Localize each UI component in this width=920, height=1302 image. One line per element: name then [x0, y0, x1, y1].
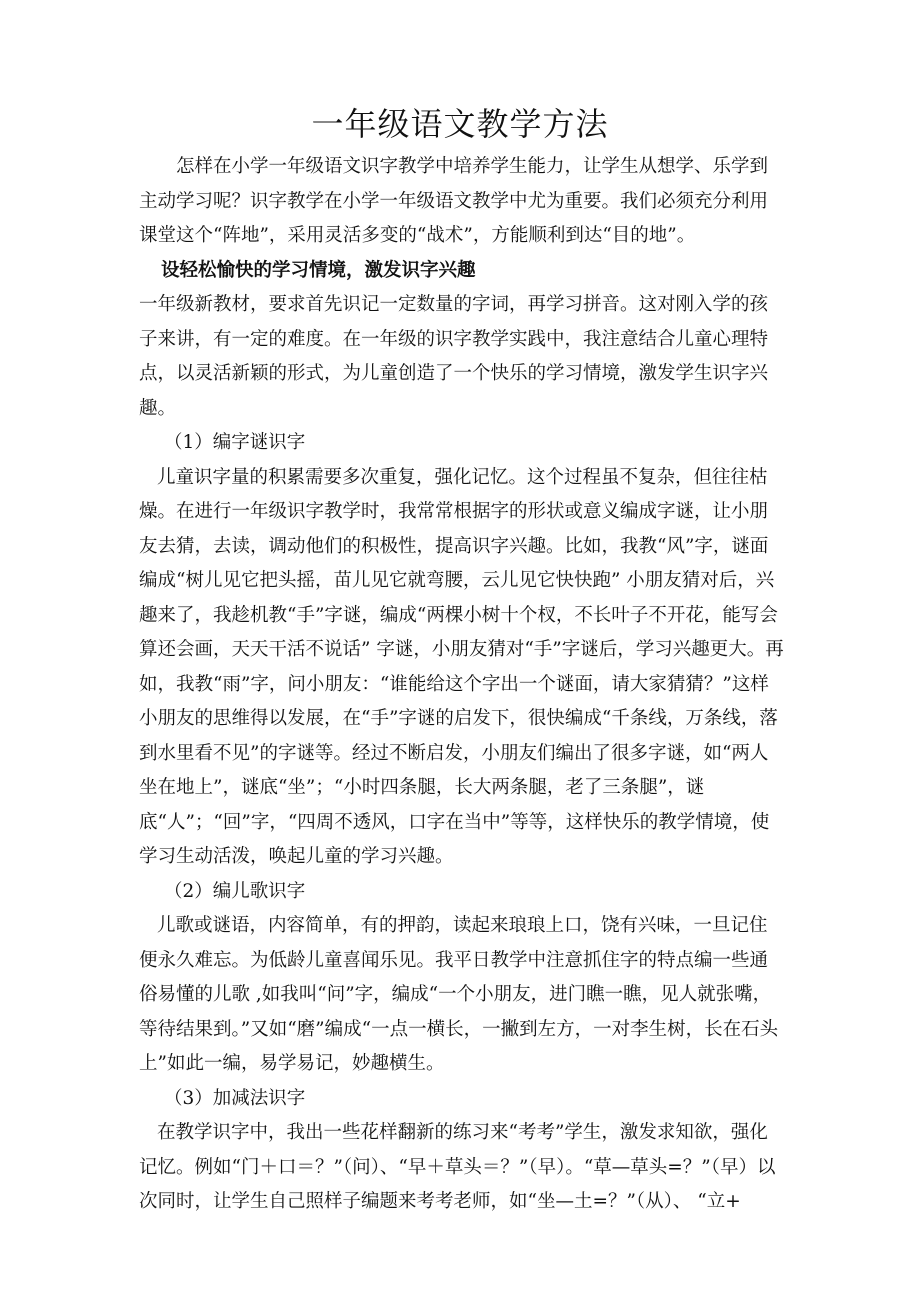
- subsection-heading-2: （2）编儿歌识字: [164, 880, 306, 902]
- subsection-heading-3: （3）加减法识字: [164, 1087, 306, 1109]
- document-body: [139, 150, 784, 1220]
- subsection-paragraph-3: 在教学识字中，我出一些花样翻新的练习来“考考”学生，激发求知欲，强化记忆。例如“门＋口＝？”（问）、“早＋草头＝？”（早）。“草—草头=？”（早）以次同时，让学生自己照样子编题来考考老师，如“坐—土=？”（从）、 “立+: [139, 1122, 776, 1212]
- subsection-paragraph-1: 儿童识字量的积累需要多次重复，强化记忆。这个过程虽不复杂，但往往枯燥。在进行一年级识字教学时，我常常根据字的形状或意义编成字谜，让小朋友去猜，去读，调动他们的积极性，提高识字兴趣。比如，我教“风”字，谜面编成“树儿见它把头摇，苗儿见它就弯腰，云儿见它快快跑” 小朋友猜对后，兴趣来了，我趁机教“手”字谜，编成“两棵小树十个杈，不长叶子不开花，能写会算还会画，天天干活不说话” 字谜，小朋友猜对“手”字谜后，学习兴趣更大。再如，我教“雨”字，问小朋友：“谁能给这个字出一个谜面，请大家猜猜？”这样小朋友的思维得以发展，在“手”字谜的启发下，很快编成“千条线，万条线，落到水里看不见”的字谜等。经过不断启发，小朋友们编出了很多字谜，如“两人坐在地上”，谜底“坐”；“小时四条腿，长大两条腿，老了三条腿”，谜底“人”；“回”字，“四周不透风，口字在当中”等等，这样快乐的教学情境，使学习生动活泼，唤起儿童的学习兴趣。: [139, 466, 784, 867]
- section-heading: 设轻松愉快的学习情境，激发识字兴趣: [161, 259, 476, 281]
- subsection-paragraph-2: 儿歌或谜语，内容简单，有的押韵，读起来琅琅上口，饶有兴味，一旦记住便永久难忘。为低龄儿童喜闻乐见。我平日教学中注意抓住字的特点编一些通俗易懂的儿歌 ,如我叫“问”字，编成“一个小朋友，进门瞧一瞧，见人就张嘴，等待结果到。”又如“磨”编成“一点一横长，一撇到左方，一对李生树，长在石头上”如此一编，易学易记，妙趣横生。: [139, 915, 779, 1074]
- section-paragraph: 一年级新教材，要求首先识记一定数量的字词，再学习拼音。这对刚入学的孩子来讲，有一定的难度。在一年级的识字教学实践中，我注意结合儿童心理特点，以灵活新颖的形式，为儿童创造了一个快乐的学习情境，激发学生识字兴趣。: [139, 294, 769, 419]
- document-title: 一年级语文教学方法: [311, 105, 609, 143]
- subsection-heading-1: （1）编字谜识字: [164, 432, 306, 453]
- intro-paragraph: 怎样在小学一年级语文识字教学中培养学生能力，让学生从想学、乐学到主动学习呢？识字教学在小学一年级语文教学中尤为重要。我们必须充分利用课堂这个“阵地”，采用灵活多变的“战术”，方能顺利到达“目的地”。: [139, 156, 769, 246]
